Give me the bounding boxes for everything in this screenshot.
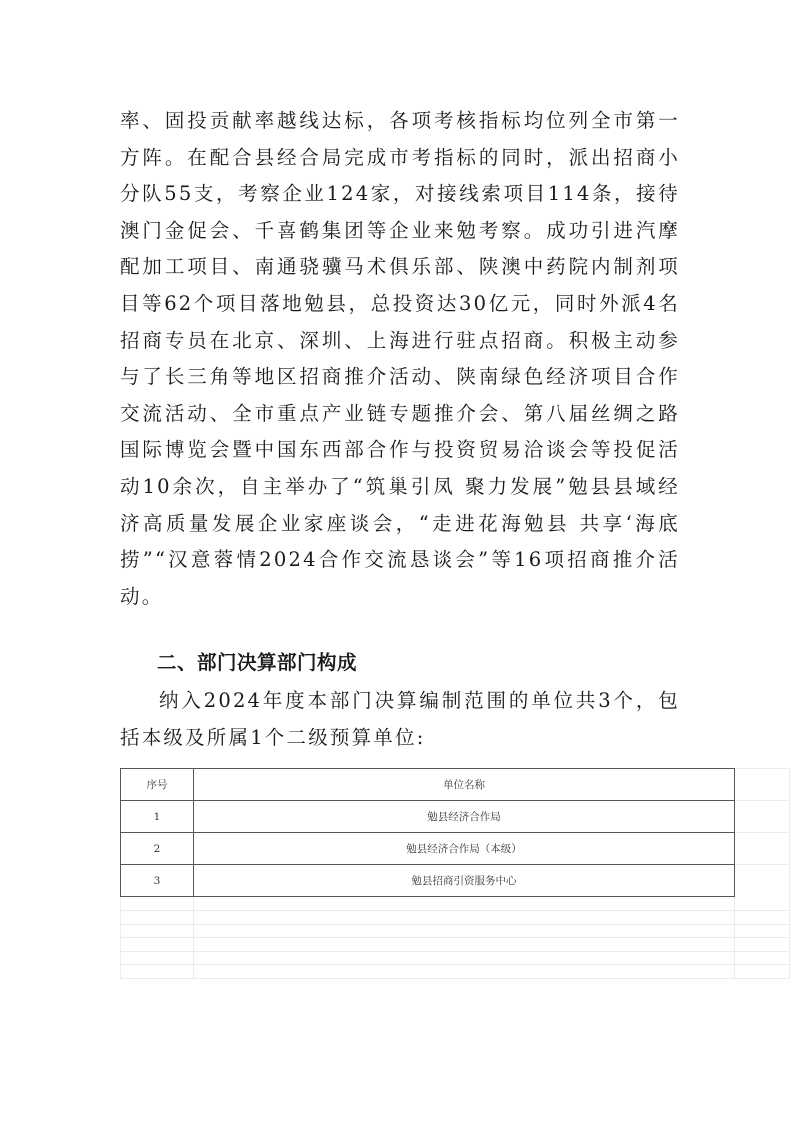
- table-header-row: [121, 769, 735, 801]
- table-row: [121, 865, 735, 897]
- cell-unit-name: 勉县招商引资服务中心: [194, 865, 735, 897]
- cell-index: 1: [121, 801, 194, 833]
- table-row: [121, 801, 735, 833]
- body-paragraph: 率、固投贡献率越线达标，各项考核指标均位列全市第一方阵。在配合县经合局完成市考指标的同时，派出招商小分队55支，考察企业124家，对接线索项目114条，接待澳门金促会、千喜鹤集团等企业来勉考察。成功引进汽摩配加工项目、南通骁骥马术俱乐部、陕澳中药院内制剂项目等62个项目落地勉县，总投资达30亿元，同时外派4名招商专员在北京、深圳、上海进行驻点招商。积极主动参与了长三角等地区招商推介活动、陕南绿色经济项目合作交流活动、全市重点产业链专题推介会、第八届丝绸之路国际博览会暨中国东西部合作与投资贸易洽谈会等投促活动10余次，自主举办了“筑巢引凤 聚力发展”勉县县域经济高质量发展企业家座谈会，“走进花海勉县 共享‘海底捞”“汉意蓉情2024合作交流恳谈会”等16项招商推介活动。: [120, 109, 680, 608]
- body-paragraph-units: 纳入2024年度本部门决算编制范围的单位共3个，包括本级及所属1个二级预算单位:: [120, 689, 680, 749]
- table-row: [121, 833, 735, 865]
- header-unit-name: 单位名称: [194, 769, 735, 801]
- units-table: [120, 768, 735, 897]
- cell-index: 2: [121, 833, 194, 865]
- header-index: 序号: [121, 769, 194, 801]
- cell-unit-name: 勉县经济合作局（本级）: [194, 833, 735, 865]
- cell-index: 3: [121, 865, 194, 897]
- cell-unit-name: 勉县经济合作局: [194, 801, 735, 833]
- section-heading: 二、部门决算部门构成: [157, 651, 358, 674]
